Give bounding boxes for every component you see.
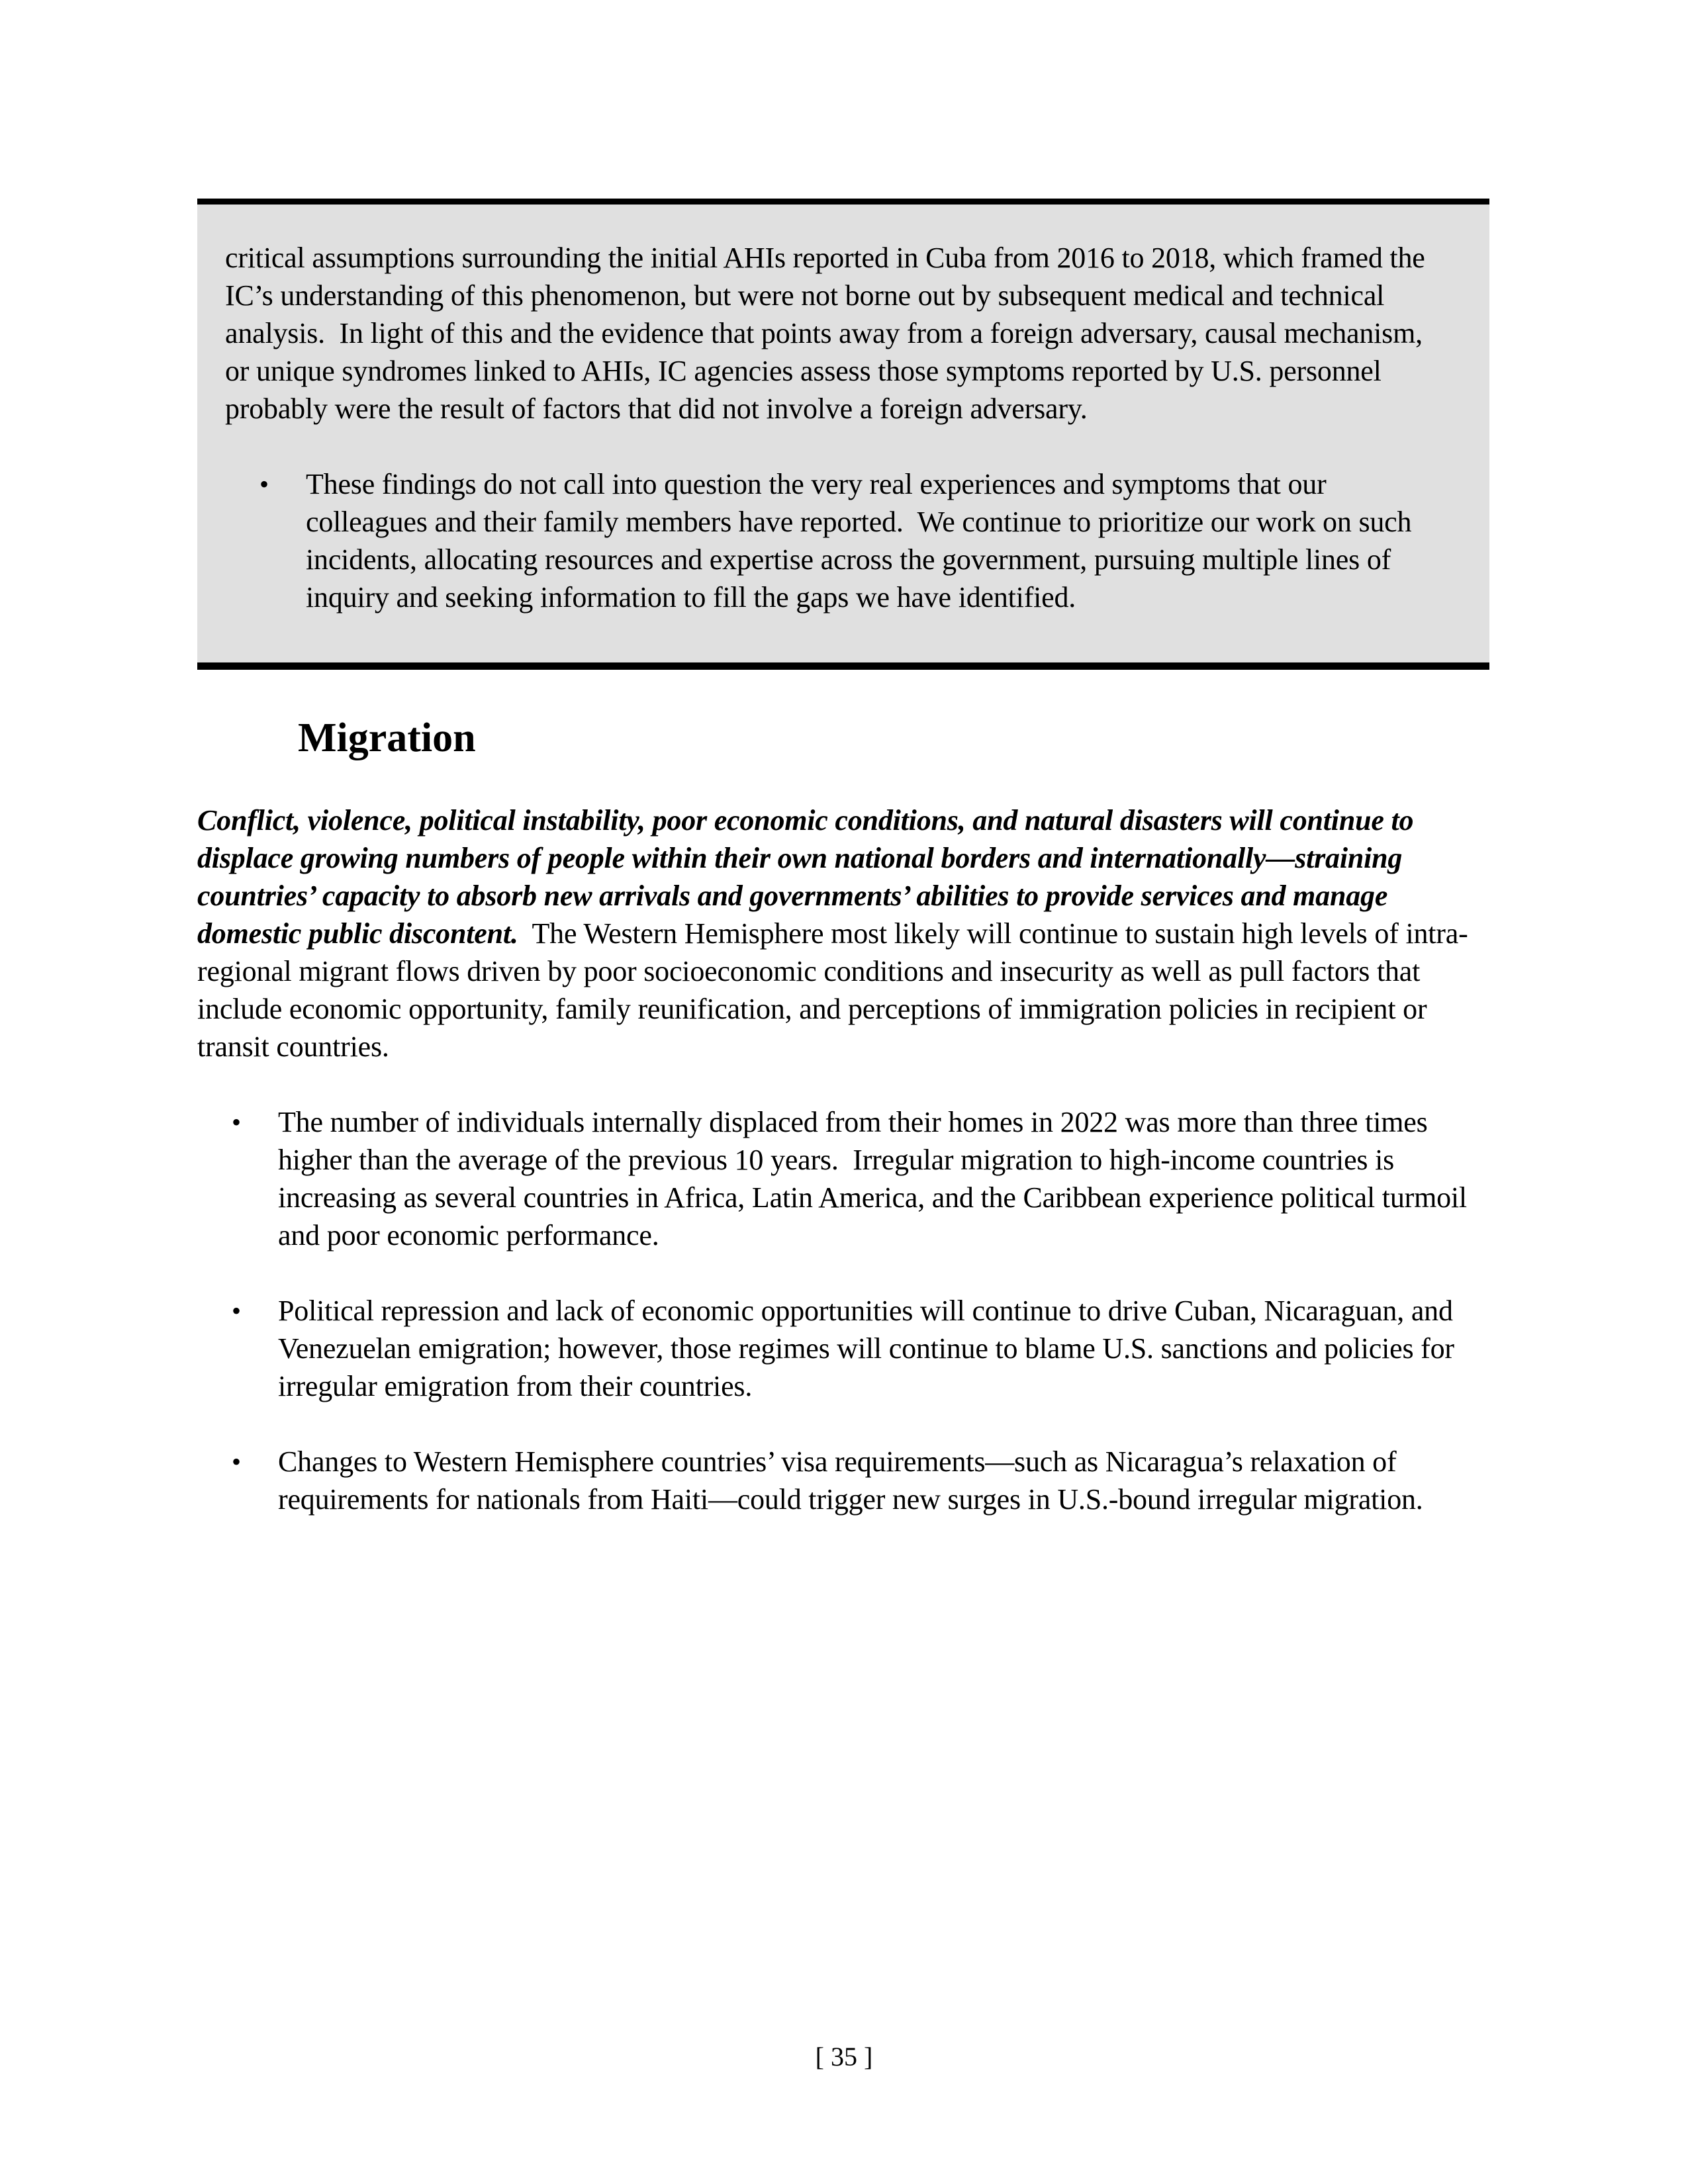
page-number: [ 35 ] [815,2042,873,2071]
lead-assessment-text: Conflict, violence, political instability, poor economic conditions, and natural disasters will continue to displace growing numbers of people within their own national borders and internationally—straining countries’ capacity to absorb new arrivals and governments’ abilities to provide services and manage domestic public discontent. [197,804,1421,950]
migration-bullet-text: The number of individuals internally displaced from their homes in 2022 was more than three times higher than the average of the previous 10 years. Irregular migration to high-income countries is increasing as several countries in Africa, Latin America, and the Caribbean experience political turmoil and poor economic performance. [278,1106,1474,1251]
section-heading-migration: Migration [298,715,476,760]
bullet-icon: • [232,1447,242,1477]
callout-paragraph: critical assumptions surrounding the initial AHIs reported in Cuba from 2016 to 2018, which framed the IC’s understanding of this phenomenon, but were not borne out by subsequent medical and technical analysis. In light of this and the evidence that points away from a foreign adversary, causal mechanism, or unique syndromes linked to AHIs, IC agencies assess those symptoms reported by U.S. personnel probably were the result of factors that did not involve a foreign adversary. [225,242,1432,425]
list-item [232,1292,1489,1405]
migration-bullet-list [197,1103,1489,1518]
migration-bullet-text: Political repression and lack of economic opportunities will continue to drive Cuban, Nicaraguan, and Venezuelan emigration; however, those regimes will continue to blame U.S. sanctions and policies for irregular emigration from their countries. [278,1295,1462,1402]
bullet-icon: • [232,1296,242,1326]
list-item [232,1443,1489,1518]
callout-bullet-text: These findings do not call into question the very real experiences and symptoms that our colleagues and their family members have reported. We continue to prioritize our work on such incidents, allocating resources and expertise across the government, pursuing multiple lines of inquiry and seeking information to fill the gaps we have identified. [306,468,1419,614]
list-item [259,465,1451,616]
callout-bullet-list [225,465,1451,616]
migration-lead-paragraph [197,801,1489,1066]
ahi-callout-box [197,199,1489,670]
list-item [232,1103,1489,1254]
bullet-icon: • [259,469,269,499]
bullet-icon: • [232,1107,242,1137]
lead-continuation-text: The Western Hemisphere most likely will continue to sustain high levels of intra-regional migrant flows driven by poor socioeconomic conditions and insecurity as well as pull factors that include economic opportunity, family reunification, and perceptions of immigration policies in recipient or transit countries. [197,917,1468,1063]
migration-bullet-text: Changes to Western Hemisphere countries’ visa requirements—such as Nicaragua’s relaxation of requirements for nationals from Haiti—could trigger new surges in U.S.-bound irregular migration. [278,1445,1423,1516]
